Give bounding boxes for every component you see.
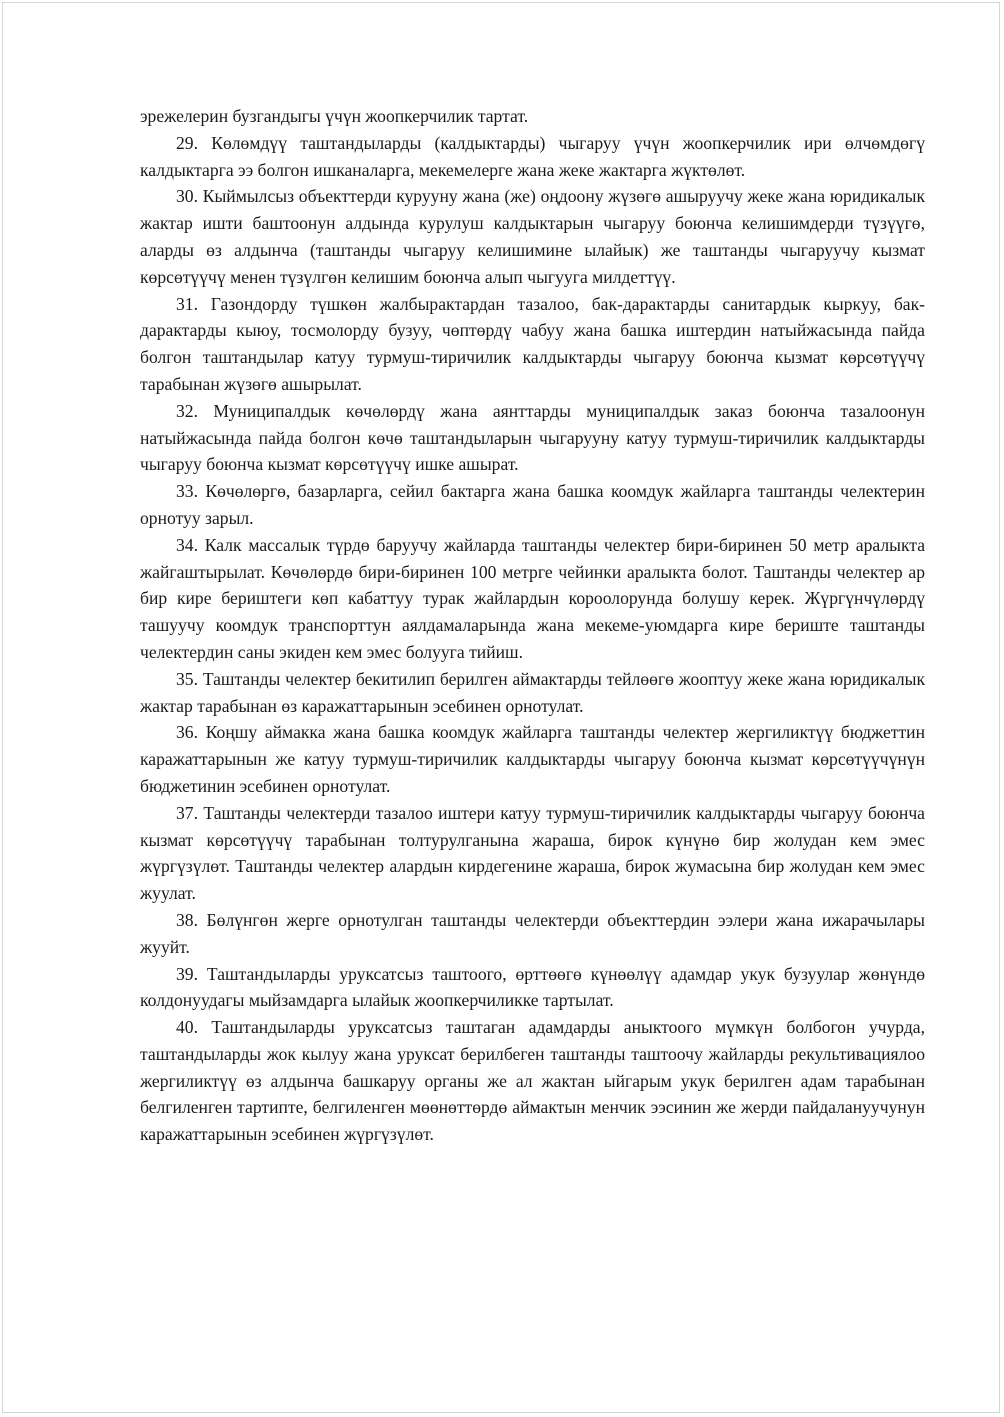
paragraph-38: 38. Бөлүнгөн жерге орнотулган таштанды челектерди объекттердин ээлери жана ижарачылары жууйт. xyxy=(140,909,925,957)
paragraph-35: 35. Таштанды челектер бекитилип берилген аймактарды тейлөөгө жооптуу жеке жана юридикалык жактар тарабынан өз каражаттарынын эсебинен орнотулат. xyxy=(140,668,925,716)
paragraph-31: 31. Газондорду түшкөн жалбырактардан тазалоо, бак-дарактарды санитардык кыркуу, бак-дарактарды кыюу, тосмолорду бузуу, чөптөрдү чабуу жана башка иштердин натыйжасында пайда болгон таштандылар катуу турмуш-тиричилик калдыктарды чыгаруу боюнча кызмат көрсөтүүчү тарабынан жүзөгө ашырылат. xyxy=(140,293,925,394)
document-body xyxy=(140,103,925,1148)
paragraph-36: 36. Коңшу аймакка жана башка коомдук жайларга таштанды челектер жергиликтүү бюджеттин каражаттарынын же катуу турмуш-тиричилик калдыктарды чыгаруу боюнча кызмат көрсөтүүчүнүн бюджетинин эсебинен орнотулат. xyxy=(140,722,925,796)
paragraph-34: 34. Калк массалык түрдө баруучу жайларда таштанды челектер бири-биринен 50 метр аралыкта жайгаштырылат. Көчөлөрдө бири-биринен 100 метрге чейинки аралыкта болот. Таштанды челектер ар бир кире бериштеги көп кабаттуу турак жайлардын короолорунда болушу керек. Жүргүнчүлөрдү ташуучу коомдук транспорттун аялдамаларында жана мекеме-уюмдарга кире бериште таштанды челектердин саны экиден кем эмес болууга тийиш. xyxy=(140,534,925,662)
document-page xyxy=(2,2,1000,1413)
paragraph-continuation: эрежелерин бузгандыгы үчүн жоопкерчилик тартат. xyxy=(140,106,529,126)
paragraph-33: 33. Көчөлөргө, базарларга, сейил бактарга жана башка коомдук жайларга таштанды челектерин орнотуу зарыл. xyxy=(140,481,925,528)
paragraph-30: 30. Кыймылсыз объекттерди курууну жана (же) оңдоону жүзөгө ашыруучу жеке жана юридикалык жактар ишти баштоонун алдында курулуш калдыктарын чыгаруу боюнча келишимдерди түзүүгө, аларды өз алдынча (таштанды чыгаруу келишимине ылайык) же таштанды чыгаруучу кызмат көрсөтүүчү менен түзүлгөн келишим боюнча алып чыгууга милдеттүү. xyxy=(140,186,925,287)
paragraph-39: 39. Таштандыларды уруксатсыз таштоого, өрттөөгө күнөөлүү адамдар укук бузуулар жөнүндө колдонуудагы мыйзамдарга ылайык жоопкерчиликке тартылат. xyxy=(140,963,925,1011)
paragraph-32: 32. Муниципалдык көчөлөрдү жана аянттарды муниципалдык заказ боюнча тазалоонун натыйжасында пайда болгон көчө таштандыларын чыгарууну катуу турмуш-тиричилик калдыктарды чыгаруу боюнча кызмат көрсөтүүчү ишке ашырат. xyxy=(140,400,925,475)
paragraph-40: 40. Таштандыларды уруксатсыз таштаган адамдарды аныктоого мүмкүн болбогон учурда, таштандыларды жок кылуу жана уруксат берилбеген таштанды таштоочу жайларды рекультивациялоо жергиликтүү өз алдынча башкаруу органы же ал жактан ыйгарым укук берилген адам тарабынан белгиленген тартипте, белгиленген мөөнөттөрдө аймактын менчик ээсинин же жерди пайдалануучунун каражаттарынын эсебинен жүргүзүлөт. xyxy=(140,1017,925,1145)
paragraph-37: 37. Таштанды челектерди тазалоо иштери катуу турмуш-тиричилик калдыктарды чыгаруу боюнча кызмат көрсөтүүчү тарабынан толтурулганына жараша, бирок күнүнө бир жолудан кем эмес жүргүзүлөт. Таштанды челектер алардын кирдегенине жараша, бирок жумасына бир жолудан кем эмес жуулат. xyxy=(140,802,925,904)
paragraph-29: 29. Көлөмдүү таштандыларды (калдыктарды) чыгаруу үчүн жоопкерчилик ири өлчөмдөгү калдыктарга ээ болгон ишканаларга, мекемелерге жана жеке жактарга жүктөлөт. xyxy=(140,132,925,180)
